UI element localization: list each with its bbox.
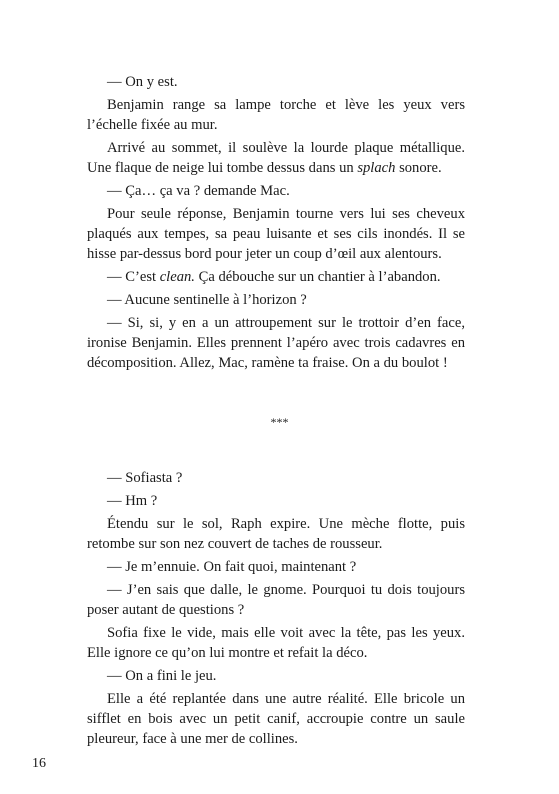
- paragraph: — C’est clean. Ça débouche sur un chantier à l’abandon.: [107, 269, 441, 285]
- paragraph: — Sofiasta ?: [107, 470, 183, 486]
- italic-word: splach: [357, 160, 396, 176]
- paragraph: — J’en sais que dalle, le gnome. Pourquoi tu dois toujours poser autant de questions ?: [87, 582, 465, 618]
- paragraph: — On y est.: [107, 74, 178, 90]
- paragraph: Étendu sur le sol, Raph expire. Une mèche flotte, puis retombe sur son nez couvert de taches de rousseur.: [87, 516, 465, 552]
- paragraph: Pour seule réponse, Benjamin tourne vers lui ses cheveux plaqués aux tempes, sa peau luisante et ses cils inondés. Il se hisse par-dessus bord pour jeter un coup d’œil aux alentours.: [87, 206, 465, 262]
- paragraph: — Je m’ennuie. On fait quoi, maintenant ?: [107, 559, 357, 575]
- text-section-1: [87, 72, 465, 376]
- paragraph: — On a fini le jeu.: [107, 668, 217, 684]
- paragraph: — Ça… ça va ? demande Mac.: [107, 183, 290, 199]
- paragraph: — Hm ?: [107, 493, 158, 509]
- section-separator: ***: [270, 415, 289, 429]
- paragraph: Sofia fixe le vide, mais elle voit avec la tête, pas les yeux. Elle ignore ce qu’on lui montre et refait la déco.: [87, 625, 465, 661]
- italic-word: clean.: [159, 269, 195, 285]
- text-section-2: [87, 468, 465, 752]
- paragraph: Benjamin range sa lampe torche et lève les yeux vers l’échelle fixée au mur.: [87, 97, 465, 133]
- paragraph: Arrivé au sommet, il soulève la lourde plaque métallique. Une flaque de neige lui tombe dessus dans un splach sonore.: [87, 140, 465, 176]
- paragraph: Elle a été replantée dans une autre réalité. Elle bricole un sifflet en bois avec un petit canif, accroupie contre un saule pleureur, face à une mer de collines.: [87, 691, 465, 747]
- paragraph: — Si, si, y en a un attroupement sur le trottoir d’en face, ironise Benjamin. Elles prennent l’apéro avec trois cadavres en décomposition. Allez, Mac, ramène ta fraise. On a du boulot !: [87, 315, 465, 371]
- paragraph: — Aucune sentinelle à l’horizon ?: [107, 292, 307, 308]
- page-number: 16: [32, 756, 46, 771]
